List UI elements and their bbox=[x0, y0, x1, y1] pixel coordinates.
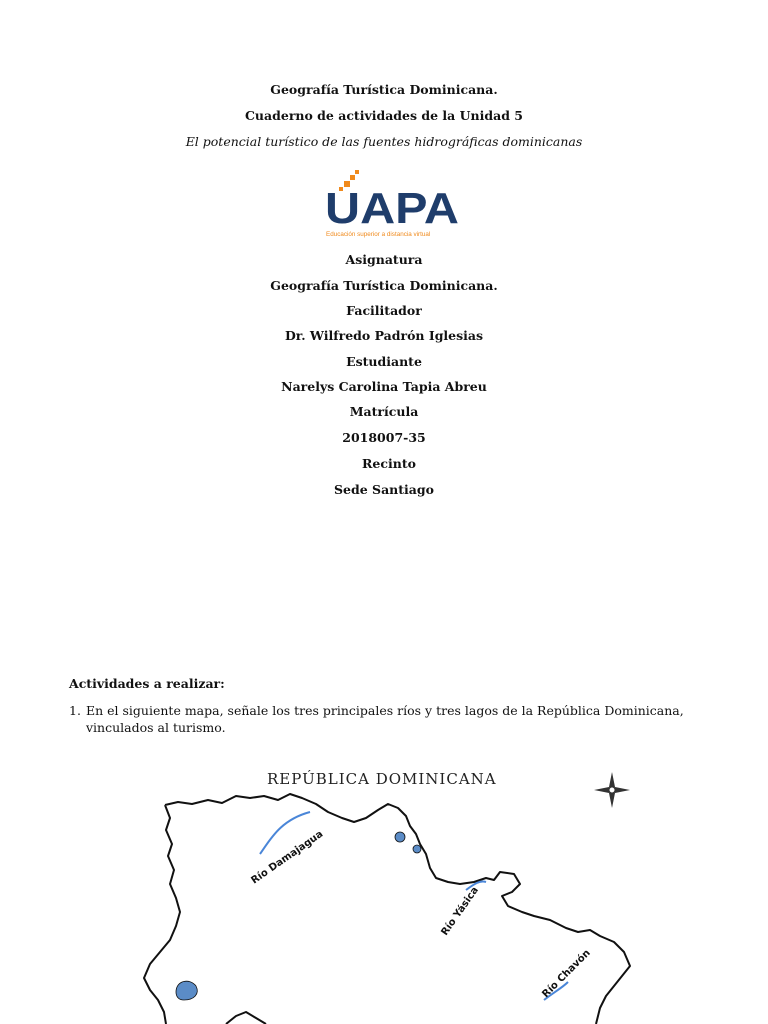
lake-marker bbox=[413, 845, 421, 853]
course-title: Geografía Turística Dominicana. bbox=[270, 82, 498, 97]
logo-tagline: Educación superior a distancia virtual bbox=[326, 231, 431, 238]
student-value: Narelys Carolina Tapia Abreu bbox=[281, 379, 487, 394]
campus-label: Recinto bbox=[362, 456, 416, 471]
subject-label: Asignatura bbox=[345, 252, 423, 267]
compass-rose-icon bbox=[594, 772, 630, 808]
list-item-text: En el siguiente mapa, señale los tres principales ríos y tres lagos de la República Dominicana, vinculados al turismo. bbox=[86, 703, 684, 735]
document-subtitle: El potencial turístico de las fuentes hidrográficas dominicanas bbox=[185, 134, 583, 149]
lake-enriquillo bbox=[176, 981, 197, 1000]
lake-marker bbox=[395, 832, 405, 842]
list-item bbox=[69, 702, 719, 736]
logo-square bbox=[350, 175, 355, 180]
river-label-chavon: Río Chavón bbox=[540, 947, 593, 1001]
river-label-damajagua: Río Damajagua bbox=[249, 828, 326, 887]
river-label-yasica: Río Yásica bbox=[439, 885, 481, 938]
map-title: REPÚBLICA DOMINICANA bbox=[267, 770, 497, 788]
enrollment-label: Matrícula bbox=[349, 404, 419, 419]
activities-title: Actividades a realizar: bbox=[69, 676, 225, 691]
student-label: Estudiante bbox=[346, 354, 422, 369]
logo-wordmark: UAPA bbox=[325, 184, 459, 233]
enrollment-value: 2018007-35 bbox=[342, 430, 426, 445]
logo-square bbox=[355, 170, 359, 174]
subject-value: Geografía Turística Dominicana. bbox=[270, 278, 498, 293]
dominican-republic-map bbox=[130, 760, 650, 1024]
campus-value: Sede Santiago bbox=[334, 482, 434, 497]
list-item-number: 1. bbox=[69, 703, 81, 718]
uapa-logo bbox=[322, 168, 462, 240]
facilitator-value: Dr. Wilfredo Padrón Iglesias bbox=[284, 328, 484, 343]
facilitator-label: Facilitador bbox=[346, 303, 422, 318]
workbook-title: Cuaderno de actividades de la Unidad 5 bbox=[244, 108, 523, 123]
